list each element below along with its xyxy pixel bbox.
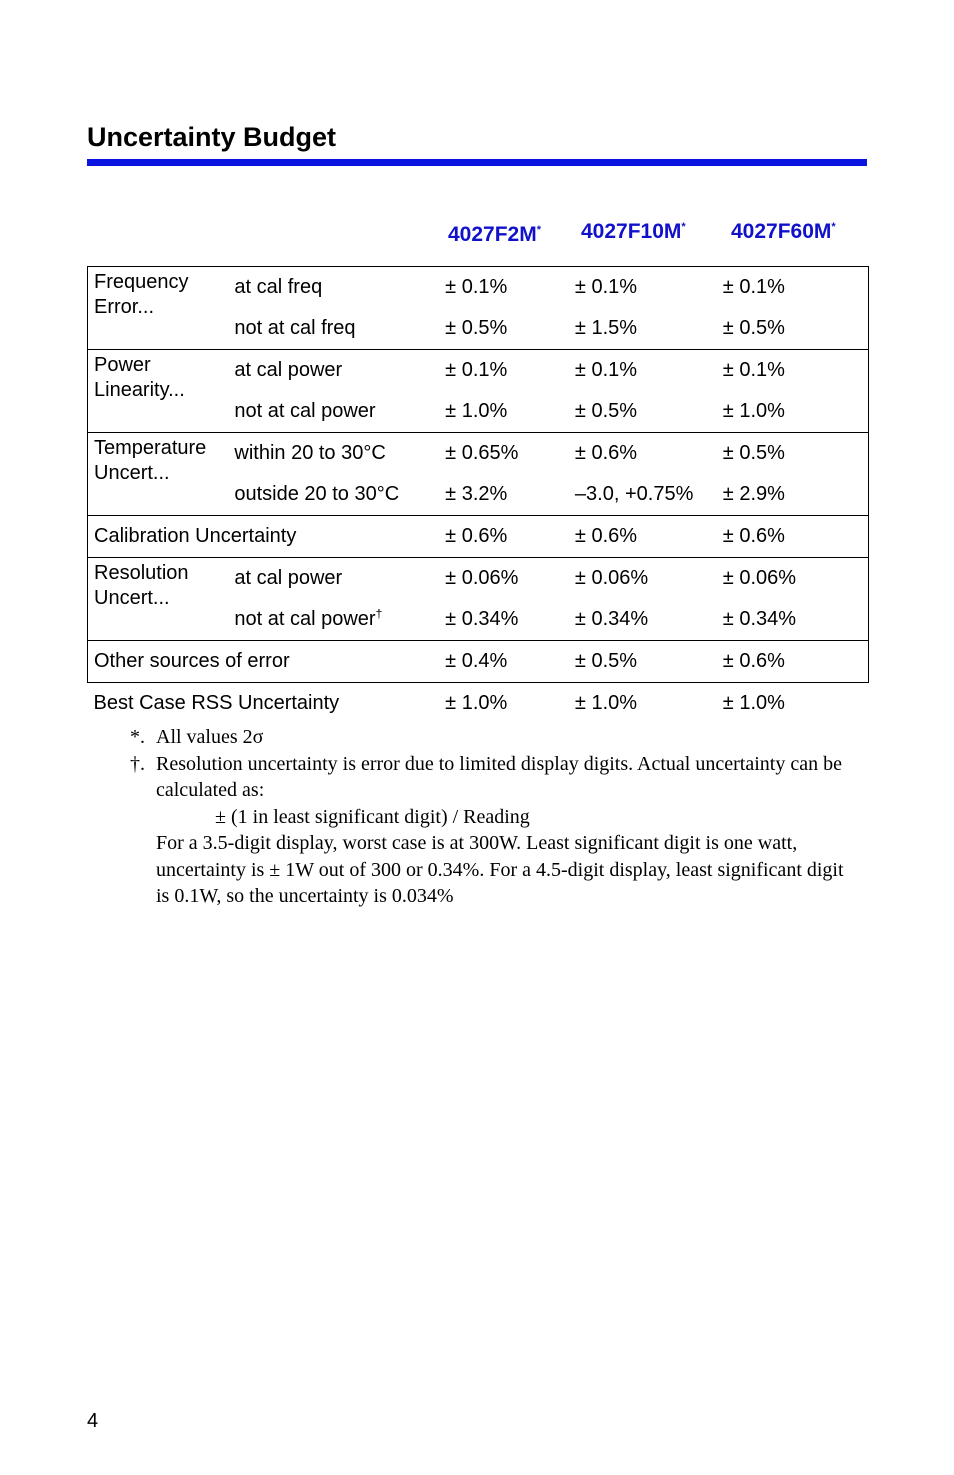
value-cell: ± 0.1% xyxy=(723,350,869,392)
footnote-text: All values 2σ xyxy=(156,726,264,748)
value-cell: ± 0.06% xyxy=(723,558,869,600)
footnote-mark: *. xyxy=(130,726,145,748)
table-row xyxy=(88,516,869,558)
value-cell: ± 1.5% xyxy=(574,317,638,339)
footnotes xyxy=(130,724,850,910)
dagger-mark: † xyxy=(375,606,383,621)
column-header-4027f10m: 4027F10M* xyxy=(581,220,686,243)
row-label-calibration-uncertainty: Calibration Uncertainty xyxy=(88,516,446,558)
column-header-4027f2m: 4027F2M* xyxy=(448,223,541,246)
title-rule xyxy=(87,159,867,166)
page-title: Uncertainty Budget xyxy=(87,122,337,152)
footnote-star xyxy=(130,724,850,751)
row-condition: not at cal freq xyxy=(234,317,356,339)
row-label-other-sources: Other sources of error xyxy=(88,641,446,683)
value-cell: ± 0.5% xyxy=(574,400,638,422)
footnote-text: Resolution uncertainty is error due to limited display digits. Actual uncertainty can be calculated as: xyxy=(156,752,842,801)
value-cell: ± 0.65% xyxy=(445,433,575,475)
table-row xyxy=(88,558,869,600)
row-condition: within 20 to 30°C xyxy=(234,433,445,475)
uncertainty-table xyxy=(87,266,869,724)
table-row xyxy=(88,267,869,309)
value-cell: ± 0.5% xyxy=(723,433,869,475)
row-label-frequency-error: Frequency Error... xyxy=(88,267,235,350)
row-label-temperature-uncert: Temperature Uncert... xyxy=(88,433,235,516)
value-cell: ± 0.6% xyxy=(723,641,869,683)
footnote-dagger xyxy=(130,751,850,910)
row-label-best-case-rss: Best Case RSS Uncertainty xyxy=(93,692,340,714)
page-number: 4 xyxy=(87,1410,99,1432)
value-cell: ± 0.1% xyxy=(575,267,723,309)
table-row xyxy=(88,433,869,475)
value-cell: ± 1.0% xyxy=(445,692,508,714)
row-condition: at cal power xyxy=(234,350,445,392)
row-condition: at cal freq xyxy=(234,267,445,309)
value-cell: ± 0.06% xyxy=(445,558,575,600)
value-cell: ± 3.2% xyxy=(445,483,508,505)
row-label-power-linearity: Power Linearity... xyxy=(88,350,235,433)
value-cell: ± 0.5% xyxy=(445,317,508,339)
value-cell: ± 0.34% xyxy=(445,608,519,630)
value-cell: ± 0.1% xyxy=(575,350,723,392)
value-cell: ± 0.1% xyxy=(445,267,575,309)
footnote-detail: For a 3.5-digit display, worst case is at 300W. Least significant digit is one watt, uncertainty is ± 1W out of 300 or 0.34%. For a 4.5-digit display, least significant digit is 0.1W, so the uncertainty is 0.034% xyxy=(156,832,844,907)
value-cell: ± 1.0% xyxy=(723,391,869,433)
value-cell: ± 0.6% xyxy=(723,516,869,558)
row-condition: not at cal power† xyxy=(234,606,383,630)
row-label-resolution-uncert: Resolution Uncert... xyxy=(88,558,235,641)
value-cell: ± 0.1% xyxy=(445,350,575,392)
row-condition: at cal power xyxy=(234,558,445,600)
value-cell: ± 0.6% xyxy=(575,433,723,475)
value-cell: ± 0.5% xyxy=(723,308,869,350)
row-condition: outside 20 to 30°C xyxy=(234,483,400,505)
row-condition: not at cal power xyxy=(234,400,376,422)
table-row xyxy=(88,641,869,683)
table-row-total xyxy=(88,683,869,725)
value-cell: ± 1.0% xyxy=(722,692,785,714)
value-cell: ± 0.34% xyxy=(574,608,649,630)
value-cell: ± 0.5% xyxy=(575,641,723,683)
value-cell: ± 0.06% xyxy=(575,558,723,600)
value-cell: ± 0.1% xyxy=(723,267,869,309)
value-cell: ± 0.6% xyxy=(445,516,575,558)
value-cell: ± 1.0% xyxy=(574,692,638,714)
value-cell: ± 1.0% xyxy=(445,400,508,422)
value-cell: –3.0, +0.75% xyxy=(574,483,694,505)
value-cell: ± 2.9% xyxy=(723,474,869,516)
value-cell: ± 0.34% xyxy=(723,599,869,641)
column-header-4027f60m: 4027F60M* xyxy=(731,220,836,243)
table-row xyxy=(88,350,869,392)
value-cell: ± 0.4% xyxy=(445,641,575,683)
footnote-formula: ± (1 in least significant digit) / Reading xyxy=(215,805,530,828)
value-cell: ± 0.6% xyxy=(575,516,723,558)
footnote-mark: †. xyxy=(130,752,145,775)
